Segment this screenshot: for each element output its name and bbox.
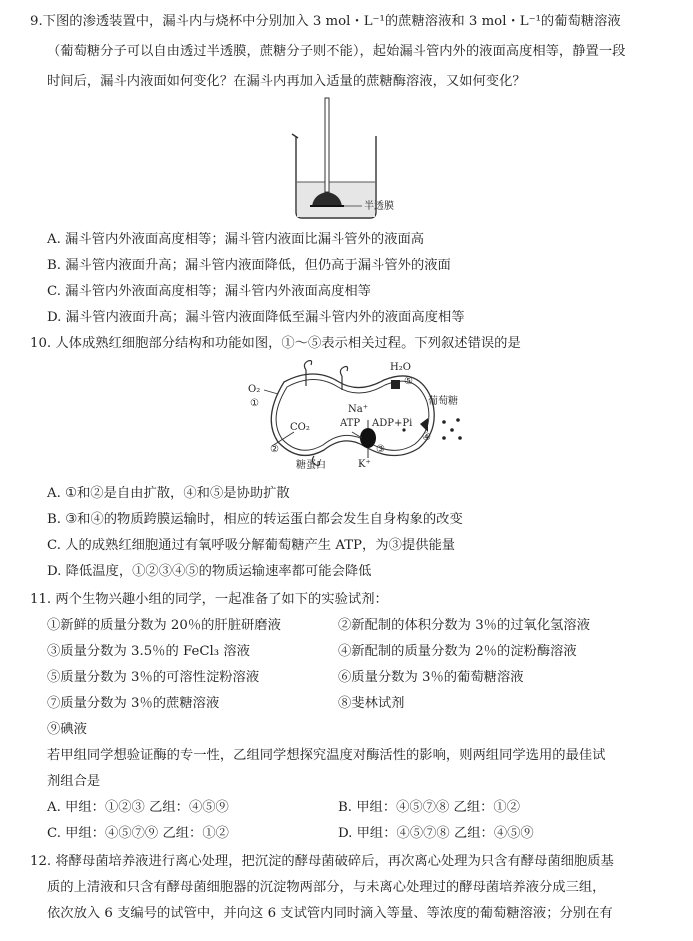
- glucose-carrier: [420, 418, 428, 432]
- q11-question-line-1: 若甲组同学想验证酶的专一性，乙组同学想探究温度对酶活性的影响，则两组同学选用的最佳试: [47, 748, 606, 763]
- q11-option-d: D. 甲组：④⑤⑦⑧ 乙组：④⑤⑨: [338, 826, 534, 841]
- na-label: Na⁺: [348, 404, 368, 415]
- q12-line-1: 12. 将酵母菌培养液进行离心处理，把沉淀的酵母菌破碎后，再次离心处理为只含有酵母菌细胞质基: [30, 854, 614, 869]
- process-4-label: ④: [422, 432, 431, 443]
- glucose-label: 葡萄糖: [428, 396, 458, 407]
- k-label: K⁺: [358, 459, 371, 470]
- osmosis-apparatus-figure: [284, 96, 414, 224]
- membrane-label: 半透膜: [364, 201, 394, 212]
- aquaporin: [391, 380, 400, 389]
- q9-stem-line-3: 时间后，漏斗内液面如何变化？在漏斗内再加入适量的蔗糖酶溶液，又如何变化？: [47, 74, 526, 89]
- q9-stem-line-1: 9.下图的渗透装置中，漏斗内与烧杯中分别加入 3 mol・L⁻¹的蔗糖溶液和 3 mol・L⁻¹的葡萄糖溶液: [30, 14, 621, 29]
- o2-arrow: [264, 390, 278, 394]
- q10-option-a: A. ①和②是自由扩散，④和⑤是协助扩散: [47, 486, 290, 501]
- process-1-label: ①: [250, 398, 259, 409]
- q11-stem: 11. 两个生物兴趣小组的同学，一起准备了如下的实验试剂：: [30, 592, 388, 607]
- sodium-potassium-pump: [360, 428, 376, 448]
- reagent-6: ⑥质量分数为 3％的葡萄糖溶液: [338, 670, 524, 685]
- process-2-label: ②: [270, 444, 279, 455]
- q10-option-b: B. ③和④的物质跨膜运输时，相应的转运蛋白都会发生自身构象的改变: [47, 512, 463, 527]
- q11-option-a: A. 甲组：①②③ 乙组：④⑤⑨: [47, 800, 229, 815]
- q12-line-3: 依次放入 6 支编号的试管中，并向这 6 支试管内同时滴入等量、等浓度的葡萄糖溶液；分别在有: [47, 906, 613, 921]
- glycoprotein-2: [340, 367, 347, 377]
- q11-question-line-2: 剂组合是: [47, 774, 101, 789]
- q9-option-c: C. 漏斗管内外液面高度相等；漏斗管内外液面高度相等: [47, 284, 371, 299]
- q11-option-b: B. 甲组：④⑤⑦⑧ 乙组：①②: [338, 800, 521, 815]
- q11-option-c: C. 甲组：④⑤⑦⑨ 乙组：①②: [47, 826, 229, 841]
- process-5-label: ⑤: [404, 376, 413, 387]
- q9-option-b: B. 漏斗管内液面升高；漏斗管内液面降低，但仍高于漏斗管外的液面: [47, 258, 451, 273]
- process-3-label: ③: [376, 444, 385, 455]
- reagent-8: ⑧斐林试剂: [338, 696, 405, 711]
- q10-option-c: C. 人的成熟红细胞通过有氧呼吸分解葡萄糖产生 ATP，为③提供能量: [47, 538, 456, 553]
- o2-label: O₂: [248, 384, 261, 395]
- glycoprotein-label: 糖蛋白: [296, 460, 326, 471]
- reagent-1: ①新鲜的质量分数为 20％的肝脏研磨液: [47, 618, 281, 633]
- reagent-2: ②新配制的体积分数为 3％的过氧化氢溶液: [338, 618, 591, 633]
- reagent-9: ⑨碘液: [47, 722, 87, 737]
- red-blood-cell-figure: [244, 360, 474, 474]
- atp-label: ATP: [340, 418, 361, 429]
- reagent-3: ③质量分数为 3.5％的 FeCl₃ 溶液: [47, 644, 250, 659]
- reagent-5: ⑤质量分数为 3％的可溶性淀粉溶液: [47, 670, 260, 685]
- q10-option-d: D. 降低温度，①②③④⑤的物质运输速率都可能会降低: [47, 564, 372, 579]
- beaker-lip: [292, 134, 298, 138]
- glycoprotein-1: [304, 361, 311, 371]
- q9-option-a: A. 漏斗管内外液面高度相等；漏斗管内液面比漏斗管外的液面高: [47, 232, 425, 247]
- funnel-tube: [325, 98, 329, 192]
- co2-label: CO₂: [290, 422, 310, 433]
- reagent-7: ⑦质量分数为 3％的蔗糖溶液: [47, 696, 220, 711]
- cell-membrane-diagram: [244, 360, 474, 474]
- q9-option-d: D. 漏斗管内液面升高；漏斗管内液面降低至漏斗管内外的液面高度相等: [47, 310, 465, 325]
- q10-stem: 10. 人体成熟红细胞部分结构和功能如图，①～⑤表示相关过程。下列叙述错误的是: [30, 336, 521, 351]
- adp-label: ADP+Pi: [372, 418, 413, 429]
- reagent-4: ④新配制的质量分数为 2％的淀粉酶溶液: [338, 644, 577, 659]
- h2o-label: H₂O: [390, 362, 411, 373]
- beaker-diagram: [284, 96, 414, 224]
- q9-stem-line-2: （葡萄糖分子可以自由透过半透膜，蔗糖分子则不能），起始漏斗管内外的液面高度相等，静置一段: [47, 44, 626, 59]
- q12-line-2: 质的上清液和只含有酵母菌细胞器的沉淀物两部分，与未离心处理过的酵母菌培养液分成三组，: [47, 880, 606, 895]
